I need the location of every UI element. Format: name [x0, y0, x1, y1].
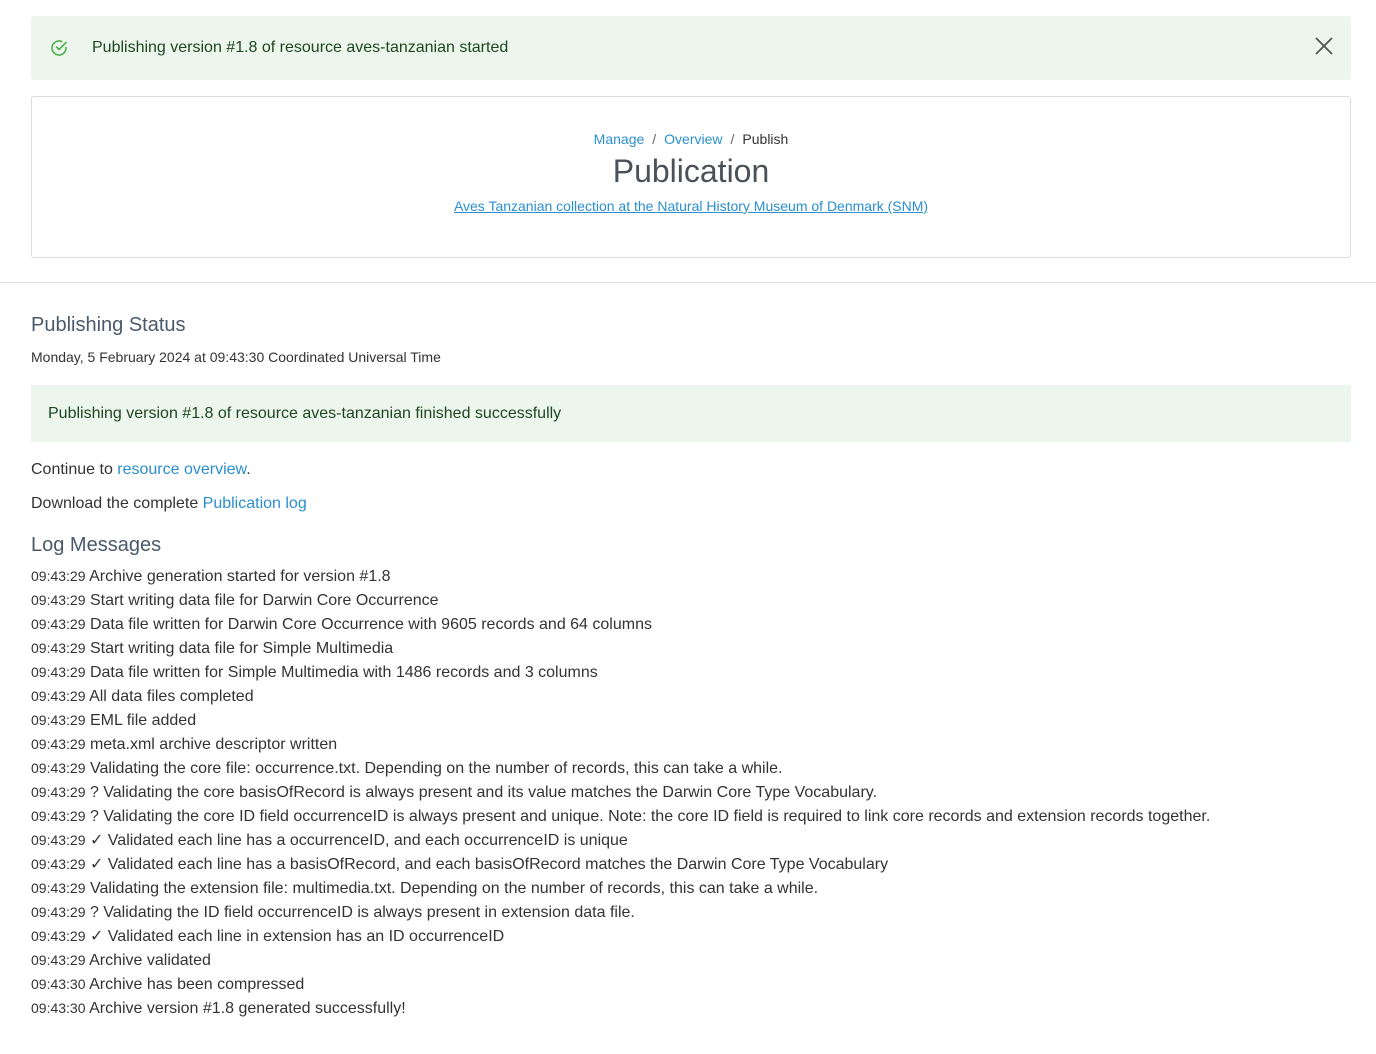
- log-text: EML file added: [89, 712, 197, 729]
- log-text: Archive has been compressed: [89, 976, 305, 993]
- alert-message: Publishing version #1.8 of resource aves-tanzanian started: [92, 39, 509, 56]
- log-time: 09:43:29: [31, 952, 86, 968]
- log-text: Archive generation started for version #1.8: [89, 568, 391, 585]
- log-entry: [31, 804, 1351, 828]
- continue-suffix: .: [246, 461, 251, 478]
- log-entry: [31, 708, 1351, 732]
- log-time: 09:43:29: [31, 688, 86, 704]
- log-text: Start writing data file for Simple Multimedia: [89, 640, 394, 657]
- continue-text: [31, 461, 1351, 479]
- log-entry: [31, 924, 1351, 948]
- main-content: [31, 314, 1351, 1020]
- page-title: Publication: [612, 153, 770, 189]
- breadcrumb-overview[interactable]: Overview: [664, 131, 723, 147]
- log-entry: [31, 564, 1351, 588]
- log-entry: [31, 900, 1351, 924]
- log-time: 09:43:29: [31, 736, 86, 752]
- header-card: [31, 96, 1351, 258]
- log-time: 09:43:29: [31, 616, 86, 632]
- log-text: ? Validating the core basisOfRecord is always present and its value matches the Darwin Core Type Vocabulary.: [89, 784, 878, 801]
- log-time: 09:43:29: [31, 592, 86, 608]
- log-entry: [31, 996, 1351, 1020]
- continue-prefix: Continue to: [31, 461, 118, 478]
- resource-overview-link[interactable]: resource overview: [117, 461, 247, 478]
- publish-started-alert: [31, 16, 1351, 80]
- log-time: 09:43:30: [31, 976, 86, 992]
- download-prefix: Download the complete: [31, 495, 203, 512]
- log-entry: [31, 660, 1351, 684]
- log-entry: [31, 684, 1351, 708]
- log-time: 09:43:29: [31, 712, 86, 728]
- log-time: 09:43:29: [31, 760, 86, 776]
- log-entry: [31, 948, 1351, 972]
- publication-log-link[interactable]: Publication log: [202, 495, 307, 512]
- publishing-date: Monday, 5 February 2024 at 09:43:30 Coordinated Universal Time: [31, 349, 441, 365]
- log-time: 09:43:29: [31, 904, 86, 920]
- log-time: 09:43:29: [31, 880, 86, 896]
- log-entry: [31, 876, 1351, 900]
- log-entry: [31, 756, 1351, 780]
- breadcrumb-separator: /: [652, 131, 657, 147]
- log-entry: [31, 732, 1351, 756]
- log-time: 09:43:29: [31, 808, 86, 824]
- log-entry: [31, 780, 1351, 804]
- log-text: Validating the core file: occurrence.txt. Depending on the number of records, this can take a while.: [89, 760, 783, 777]
- log-time: 09:43:29: [31, 664, 86, 680]
- log-text: Data file written for Simple Multimedia with 1486 records and 3 columns: [89, 664, 598, 681]
- log-text: Archive validated: [89, 952, 211, 969]
- log-text: ? Validating the ID field occurrenceID is always present in extension data file.: [89, 904, 635, 921]
- log-time: 09:43:29: [31, 640, 86, 656]
- resource-title-link[interactable]: Aves Tanzanian collection at the Natural History Museum of Denmark (SNM): [453, 198, 929, 214]
- log-text: Start writing data file for Darwin Core Occurrence: [89, 592, 439, 609]
- log-time: 09:43:29: [31, 568, 86, 584]
- log-entry: [31, 828, 1351, 852]
- log-messages-heading: Log Messages: [31, 534, 162, 556]
- log-text: ✓ Validated each line has a basisOfRecord, and each basisOfRecord matches the Darwin Core Type Vocabulary: [89, 856, 889, 873]
- log-text: Validating the extension file: multimedia.txt. Depending on the number of records, this can take a while.: [89, 880, 819, 897]
- breadcrumb-separator: /: [730, 131, 735, 147]
- log-entry: [31, 636, 1351, 660]
- log-entry: [31, 612, 1351, 636]
- log-list: [31, 564, 1351, 1020]
- log-time: 09:43:29: [31, 856, 86, 872]
- log-text: ✓ Validated each line has a occurrenceID, and each occurrenceID is unique: [89, 832, 628, 849]
- log-time: 09:43:29: [31, 784, 86, 800]
- log-time: 09:43:29: [31, 832, 86, 848]
- log-entry: [31, 852, 1351, 876]
- log-entry: [31, 972, 1351, 996]
- breadcrumb: [32, 131, 1350, 147]
- check-circle-icon: [49, 38, 69, 58]
- publishing-status-heading: Publishing Status: [31, 314, 186, 336]
- log-time: 09:43:29: [31, 928, 86, 944]
- log-text: Data file written for Darwin Core Occurrence with 9605 records and 64 columns: [89, 616, 652, 633]
- log-entry: [31, 588, 1351, 612]
- success-alert: Publishing version #1.8 of resource aves-tanzanian finished successfully: [31, 385, 1351, 442]
- log-text: Archive version #1.8 generated successfully!: [89, 1000, 406, 1017]
- divider: [0, 282, 1376, 283]
- log-text: ✓ Validated each line in extension has an ID occurrenceID: [89, 928, 505, 945]
- log-text: ? Validating the core ID field occurrenceID is always present and unique. Note: the core ID field is required to link core records and extension records together.: [89, 808, 1211, 825]
- close-icon[interactable]: [1313, 35, 1335, 57]
- log-text: All data files completed: [89, 688, 254, 705]
- log-time: 09:43:30: [31, 1000, 86, 1016]
- download-text: [31, 495, 1351, 513]
- log-text: meta.xml archive descriptor written: [89, 736, 338, 753]
- breadcrumb-publish: Publish: [742, 131, 789, 147]
- breadcrumb-manage[interactable]: Manage: [593, 131, 645, 147]
